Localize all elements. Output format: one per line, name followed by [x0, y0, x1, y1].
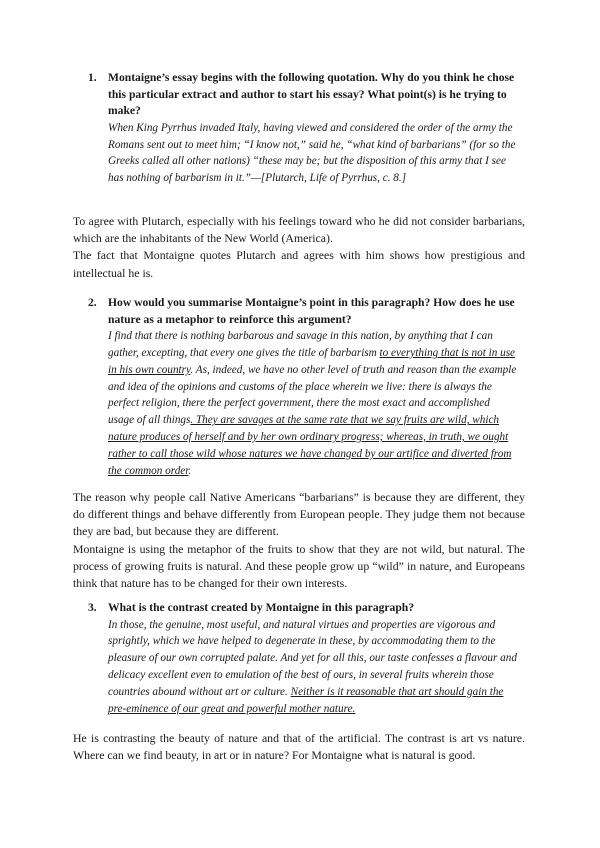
quotation	[108, 328, 518, 479]
answer-3	[73, 730, 525, 764]
question-1	[88, 70, 518, 187]
answer-2	[73, 489, 525, 592]
answer-1	[73, 213, 525, 282]
question-text: How would you summarise Montaigne’s point in this paragraph? How does he use nature as a metaphor to reinforce this argument?	[108, 296, 515, 326]
answer-paragraph: Montaigne is using the metaphor of the fruits to show that they are not wild, but natural. The process of growing fruits is natural. And these people grow up “wild” in nature, and Europeans think that nature has to be changed for their own interests.	[73, 541, 525, 591]
answer-paragraph: He is contrasting the beauty of nature and that of the artificial. The contrast is art vs nature. Where can we find beauty, in art or in nature? For Montaigne what is natural is good.	[73, 731, 525, 763]
quote-text: .	[188, 464, 192, 477]
quotation	[108, 617, 518, 718]
answer-paragraph: To agree with Plutarch, especially with his feelings toward who he did not consider barbarians, which are the inhabitants of the New World (America).	[73, 214, 525, 246]
question-number: 3.	[88, 601, 97, 614]
underlined-quote: to everything that is not in use in his own country	[108, 346, 516, 376]
quote-text: In those, the genuine, most useful, and natural virtues and properties are vigorous and sprightly, which we have helped to degenerate in these, by accommodating them to the pleasure of our own corrupted palate. And yet for all this, our taste confesses a flavour and delicacy excellent even to emulation of the best of ours, in several fruits wherein those countries abound without art or culture.	[108, 618, 517, 698]
question-number: 1.	[88, 71, 97, 84]
answer-paragraph: The reason why people call Native Americans “barbarians” is because they are different, they do different things and behave differently from European people. They judge them not because they are bad, but because they are different.	[73, 490, 525, 539]
question-3	[88, 600, 518, 717]
underlined-quote: . They are savages at the same rate that we say fruits are wild, which nature produces of herself and by her own ordinary progress; whereas, in truth, we ought rather to call those wild whose natures we have changed by our artifice and diverted from the common order	[108, 414, 512, 477]
question-text: What is the contrast created by Montaigne in this paragraph?	[108, 601, 415, 614]
underlined-quote: Neither is it reasonable that art should gain the pre-eminence of our great and powerful mother nature.	[108, 685, 504, 715]
question-2	[88, 295, 518, 479]
question-number: 2.	[88, 296, 97, 309]
question-text: Montaigne’s essay begins with the following quotation. Why do you think he chose this particular extract and author to start his essay? What point(s) is he trying to make?	[108, 71, 515, 118]
answer-paragraph: The fact that Montaigne quotes Plutarch and agrees with him shows how prestigious and intellectual he is.	[73, 248, 525, 280]
quote-text: . As, indeed, we have no other level of truth and reason than the example and idea of the opinions and customs of the place wherein we live: there is always the perfect religion, there the perfect government, there the most exact and accomplished usage of all things	[108, 363, 517, 427]
quotation: When King Pyrrhus invaded Italy, having viewed and considered the order of the army the Romans sent out to meet him; “I know not,” said he, “what kind of barbarians” (for so the Greeks called all other nations) “these may be; but the disposition of this army that I see has nothing of barbarism in it.”—[Plutarch, Life of Pyrrhus, c. 8.]	[108, 121, 516, 185]
quote-text: I find that there is nothing barbarous and savage in this nation, by anything that I can gather, excepting, that every one gives the title of barbarism	[108, 330, 493, 359]
